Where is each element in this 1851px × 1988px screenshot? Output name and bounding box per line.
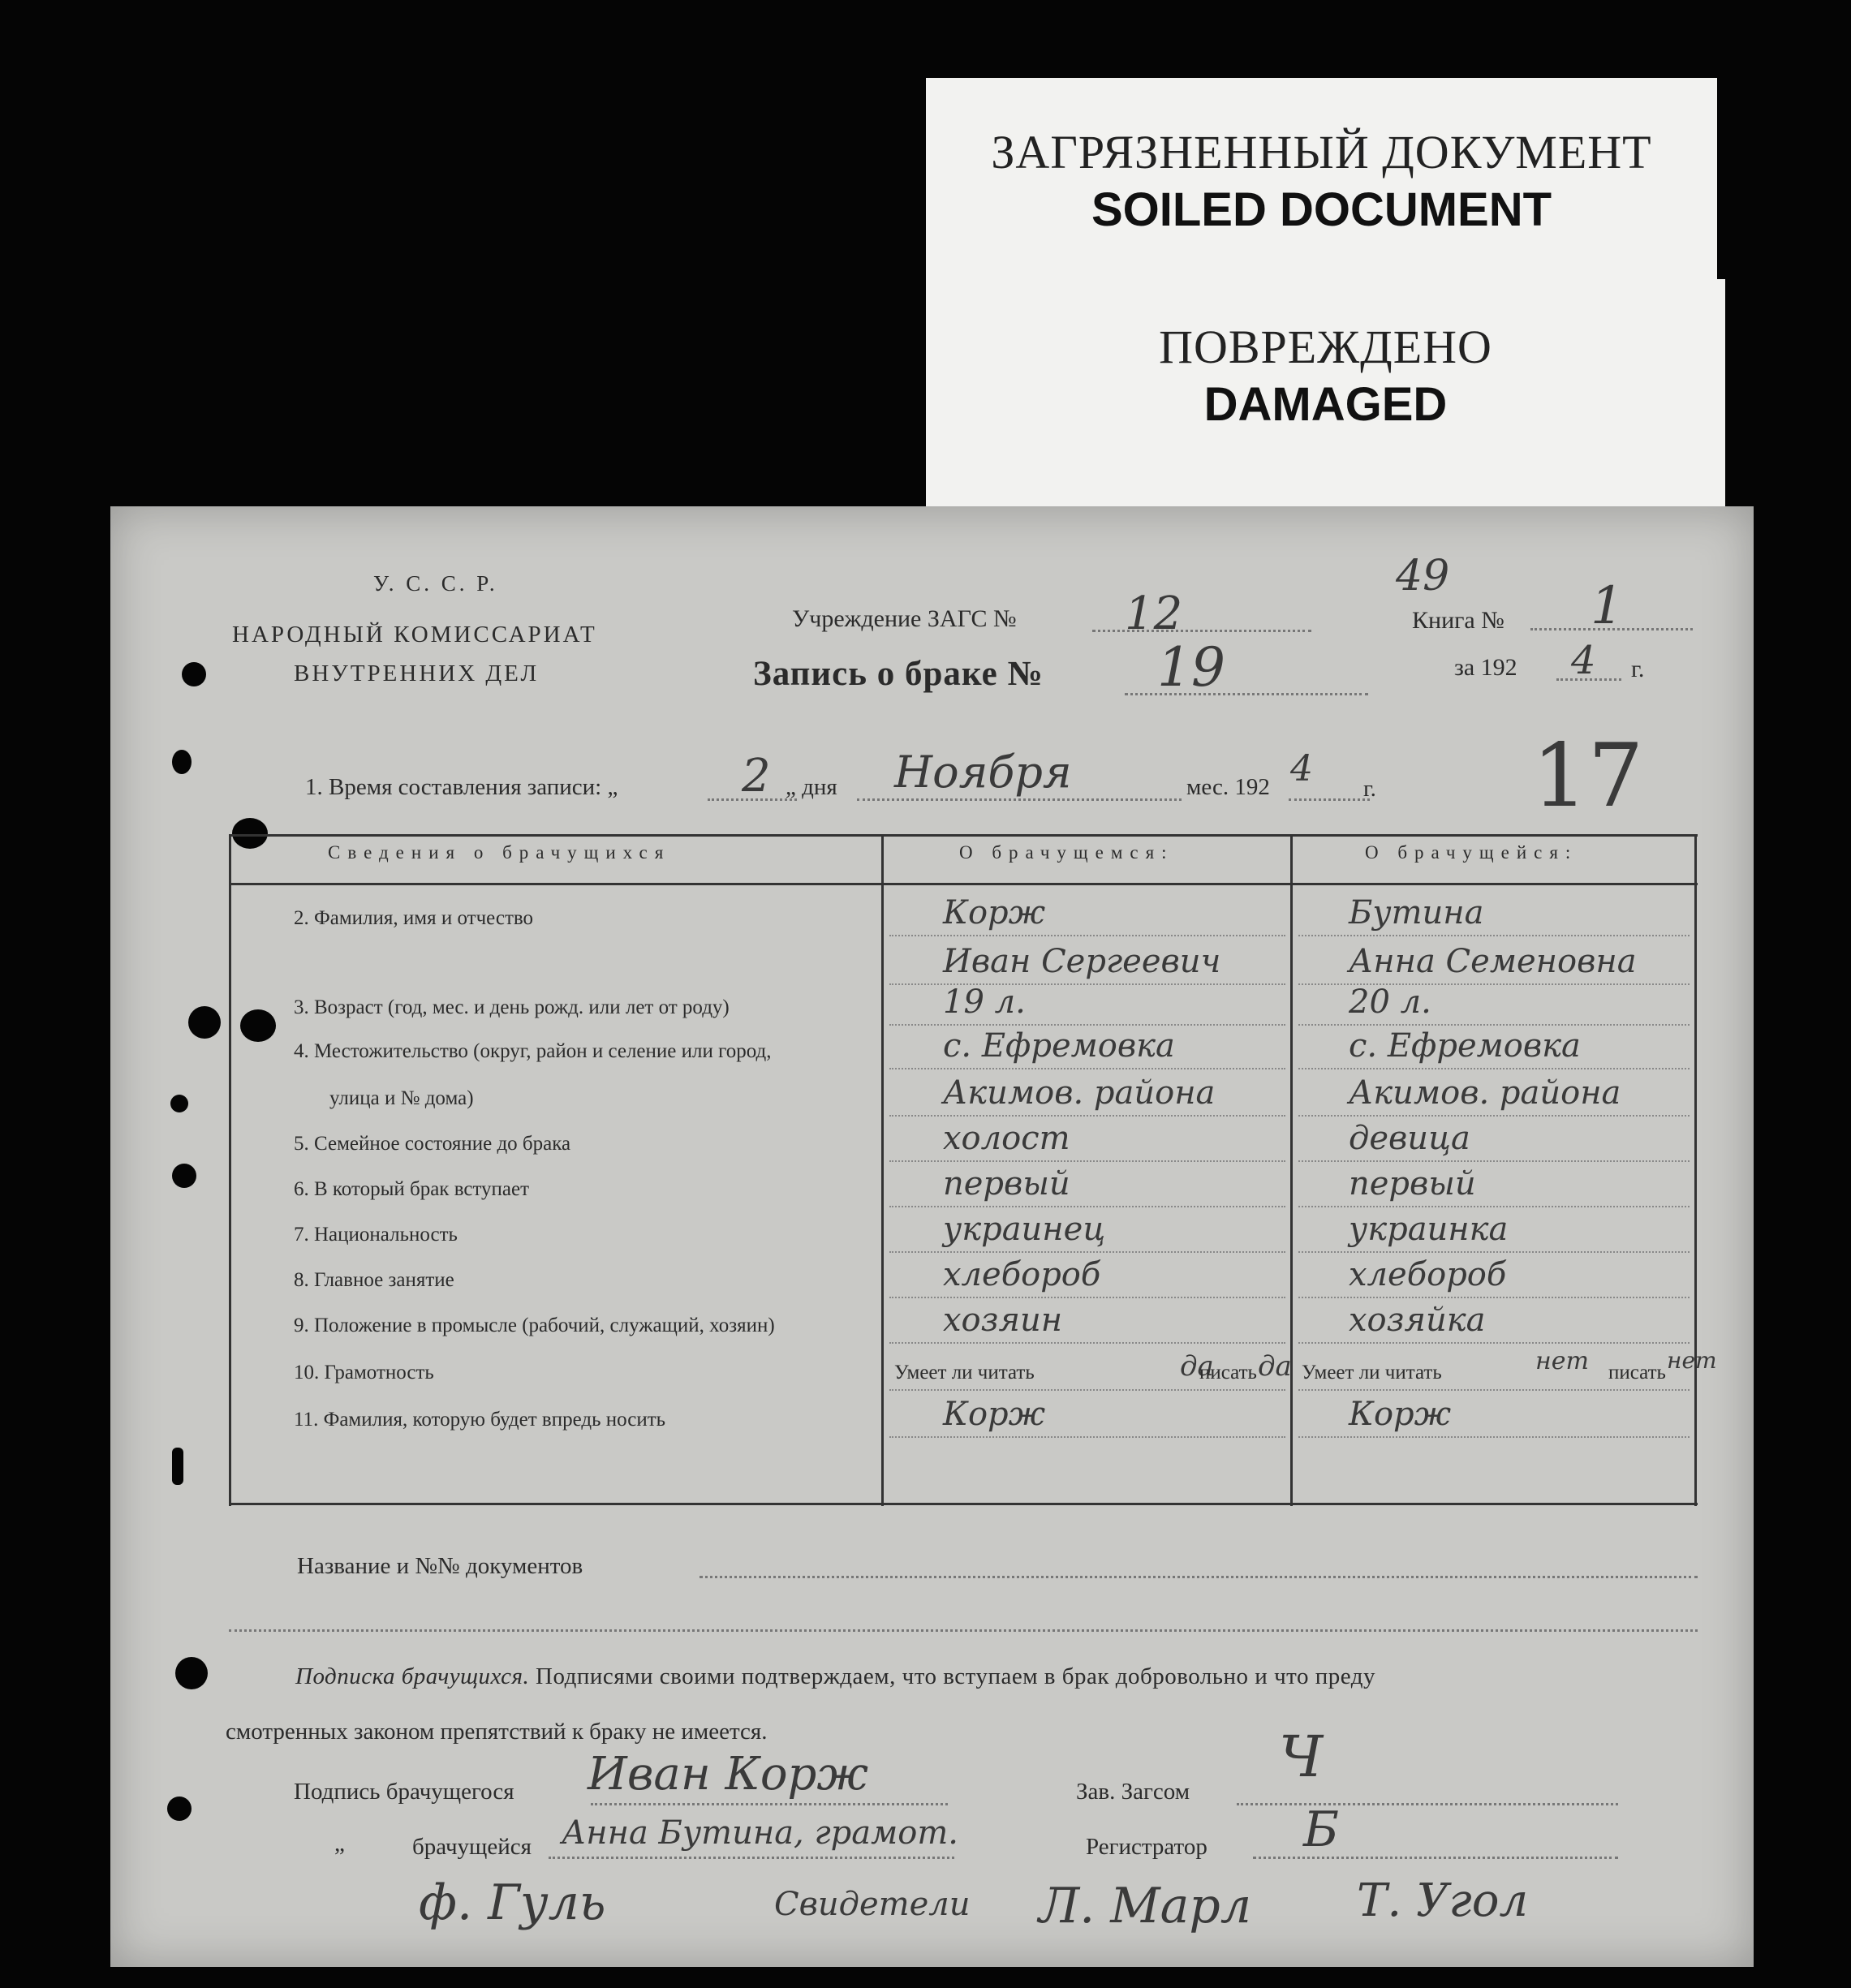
table-col-divider	[881, 834, 884, 1506]
soiled-label-ru: ЗАГРЯЗНЕННЫЙ ДОКУМЕНТ	[991, 126, 1652, 179]
row-label: 4. Местожительство (округ, район и селение или город,	[294, 1040, 772, 1062]
bride-value: Анна Семеновна	[1349, 943, 1637, 980]
bride-signature-line	[549, 1857, 954, 1859]
col-header-bride: О брачущейся:	[1365, 842, 1578, 863]
row-label: 10. Грамотность	[294, 1362, 434, 1383]
groom-cell-line	[889, 1024, 1285, 1026]
groom-signature-line	[591, 1803, 948, 1805]
groom-value: хлебороб	[943, 1256, 1101, 1293]
groom-value: хозяин	[943, 1302, 1063, 1339]
side-number: 17	[1532, 725, 1644, 827]
bride-value: первый	[1349, 1165, 1476, 1203]
bride-signature-label: брачущейся	[412, 1834, 532, 1860]
groom-value: украинец	[943, 1211, 1106, 1248]
bride-write-value: нет	[1667, 1347, 1717, 1374]
binding-hole	[172, 1164, 196, 1188]
declaration-line-1	[295, 1663, 1375, 1690]
witness-2-signature: Т. Угол	[1357, 1874, 1529, 1927]
damaged-label-ru: ПОВРЕЖДЕНО	[1159, 321, 1492, 373]
binding-hole	[188, 1006, 221, 1039]
zags-label: Учреждение ЗАГС №	[792, 605, 1017, 632]
documents-dotted-line-2	[229, 1629, 1698, 1632]
declaration-line-2: смотренных законом препятствий к браку не имеется.	[226, 1719, 768, 1745]
binding-hole	[175, 1657, 208, 1689]
declaration-lead: Подписка брачущихся.	[295, 1663, 530, 1689]
groom-cell-line	[889, 1342, 1285, 1344]
groom-signature: Иван Корж	[588, 1748, 869, 1801]
table-bottom-border	[229, 1503, 1698, 1505]
bride-read-value: нет	[1535, 1347, 1589, 1375]
damaged-label-en: DAMAGED	[1203, 378, 1448, 431]
bride-read-label: Умеет ли читать	[1302, 1362, 1442, 1383]
documents-label: Название и №№ документов	[297, 1553, 583, 1579]
bride-cell-line	[1298, 1342, 1690, 1344]
table-left-border	[229, 834, 231, 1506]
bride-cell-line	[1298, 1389, 1690, 1391]
bride-value: Акимов. района	[1349, 1074, 1621, 1112]
binding-hole	[170, 1095, 188, 1112]
bride-cell-line	[1298, 1206, 1690, 1207]
soiled-label-en: SOILED DOCUMENT	[1091, 183, 1552, 236]
table-col-divider	[1290, 834, 1293, 1506]
groom-read-label: Умеет ли читать	[894, 1362, 1035, 1383]
marriage-record-form	[110, 506, 1754, 1967]
bride-cell-line	[1298, 1436, 1690, 1438]
damaged-card	[926, 279, 1725, 506]
bride-cell-line	[1298, 935, 1690, 936]
head-signature-line	[1237, 1803, 1618, 1805]
registrar-label: Регистратор	[1086, 1834, 1207, 1860]
table-right-border	[1694, 834, 1697, 1506]
groom-value: Корж	[943, 1396, 1046, 1433]
row-label: 8. Главное занятие	[294, 1269, 454, 1291]
col-header-labels: Сведения о брачущихся	[328, 842, 671, 863]
record-title: Запись о браке №	[753, 655, 1044, 693]
bride-value: хлебороб	[1349, 1256, 1507, 1293]
bride-value: Бутина	[1349, 894, 1484, 932]
bride-value: 20 л.	[1349, 983, 1431, 1021]
bride-value: девица	[1349, 1120, 1470, 1157]
bride-cell-line	[1298, 1251, 1690, 1253]
bride-cell-line	[1298, 1160, 1690, 1162]
bride-cell-line	[1298, 1115, 1690, 1117]
row-label: 7. Национальность	[294, 1224, 458, 1246]
groom-cell-line	[889, 1436, 1285, 1438]
groom-value: 19 л.	[943, 983, 1026, 1021]
groom-write-label: писать	[1199, 1362, 1257, 1383]
row-label: 5. Семейное состояние до брака	[294, 1133, 571, 1155]
binding-hole	[182, 662, 206, 686]
groom-cell-line	[889, 1068, 1285, 1069]
groom-read-value: да	[1180, 1350, 1214, 1383]
bride-value: с. Ефремовка	[1349, 1027, 1581, 1065]
bride-cell-line	[1298, 1024, 1690, 1026]
zags-number: 12	[1125, 587, 1183, 640]
book-number: 1	[1591, 576, 1624, 636]
commissariat-line-1: НАРОДНЫЙ КОМИССАРИАТ	[232, 622, 597, 648]
bride-value: хозяйка	[1349, 1302, 1486, 1339]
row-label: 11. Фамилия, которую будет впредь носить	[294, 1409, 666, 1431]
groom-signature-label: Подпись брачущегося	[294, 1779, 514, 1805]
data-table	[229, 834, 1717, 1506]
declaration-text-1: Подписями своими подтверждаем, что вступаем в брак добровольно и что преду	[536, 1663, 1375, 1689]
book-label: Книга №	[1412, 607, 1504, 634]
documents-dotted-line	[700, 1576, 1698, 1578]
row-label: 9. Положение в промысле (рабочий, служащий, хозяин)	[294, 1315, 775, 1336]
groom-cell-line	[889, 1115, 1285, 1117]
soiled-document-card	[926, 78, 1717, 313]
row-label: 6. В который брак вступает	[294, 1178, 530, 1200]
groom-cell-line	[889, 1297, 1285, 1298]
time-day: 2	[742, 750, 771, 803]
year-suffix: г.	[1631, 656, 1645, 682]
month-dotted-line	[857, 798, 1182, 801]
commissariat-line-2: ВНУТРЕННИХ ДЕЛ	[294, 661, 540, 686]
time-suffix: г.	[1363, 776, 1376, 802]
table-header-border	[229, 883, 1698, 885]
groom-cell-line	[889, 1160, 1285, 1162]
year-label: за 192	[1454, 654, 1517, 681]
groom-value: первый	[943, 1165, 1070, 1203]
ussr-header: У. С. С. Р.	[373, 571, 498, 596]
row-label: 3. Возраст (год, мес. и день рожд. или лет от роду)	[294, 996, 730, 1018]
time-month: Ноября	[894, 747, 1072, 798]
bride-value: Корж	[1349, 1396, 1452, 1433]
page-mark: 49	[1396, 552, 1450, 600]
time-year-dotted-line	[1289, 798, 1370, 801]
binding-hole	[172, 750, 192, 774]
bride-prefix: „	[334, 1831, 345, 1857]
year-digit: 4	[1571, 638, 1596, 683]
groom-cell-line	[889, 1206, 1285, 1207]
bride-value: украинка	[1349, 1211, 1509, 1248]
groom-value: холост	[943, 1120, 1070, 1157]
groom-value: Иван Сергеевич	[943, 943, 1221, 980]
extra-signature: ф. Гуль	[419, 1874, 606, 1931]
month-label: мес. 192	[1186, 774, 1270, 800]
time-year-digit: 4	[1290, 748, 1313, 790]
groom-cell-line	[889, 1251, 1285, 1253]
witness-label: Свидетели	[774, 1886, 971, 1923]
groom-cell-line	[889, 1389, 1285, 1391]
table-top-border	[229, 834, 1698, 837]
bride-write-label: писать	[1608, 1362, 1666, 1383]
groom-value: с. Ефремовка	[943, 1027, 1175, 1065]
bride-cell-line	[1298, 1297, 1690, 1298]
col-header-groom: О брачущемся:	[959, 842, 1174, 863]
head-label: Зав. Загсом	[1076, 1779, 1190, 1805]
groom-cell-line	[889, 935, 1285, 936]
head-signature: Ч	[1279, 1723, 1324, 1790]
groom-value: Акимов. района	[943, 1074, 1216, 1112]
bride-signature: Анна Бутина, грамот.	[562, 1814, 959, 1852]
binding-hole	[172, 1448, 183, 1485]
record-number: 19	[1157, 636, 1225, 699]
time-label: 1. Время составления записи: „	[305, 774, 618, 800]
day-label: „ дня	[786, 774, 837, 800]
row-label: улица и № дома)	[329, 1087, 474, 1109]
witness-1-signature: Л. Марл	[1039, 1878, 1252, 1934]
groom-write-value: да	[1258, 1350, 1292, 1383]
row-label: 2. Фамилия, имя и отчество	[294, 907, 534, 929]
groom-value: Корж	[943, 894, 1046, 932]
bride-cell-line	[1298, 1068, 1690, 1069]
binding-hole	[167, 1797, 192, 1821]
registrar-signature: Б	[1303, 1801, 1340, 1858]
